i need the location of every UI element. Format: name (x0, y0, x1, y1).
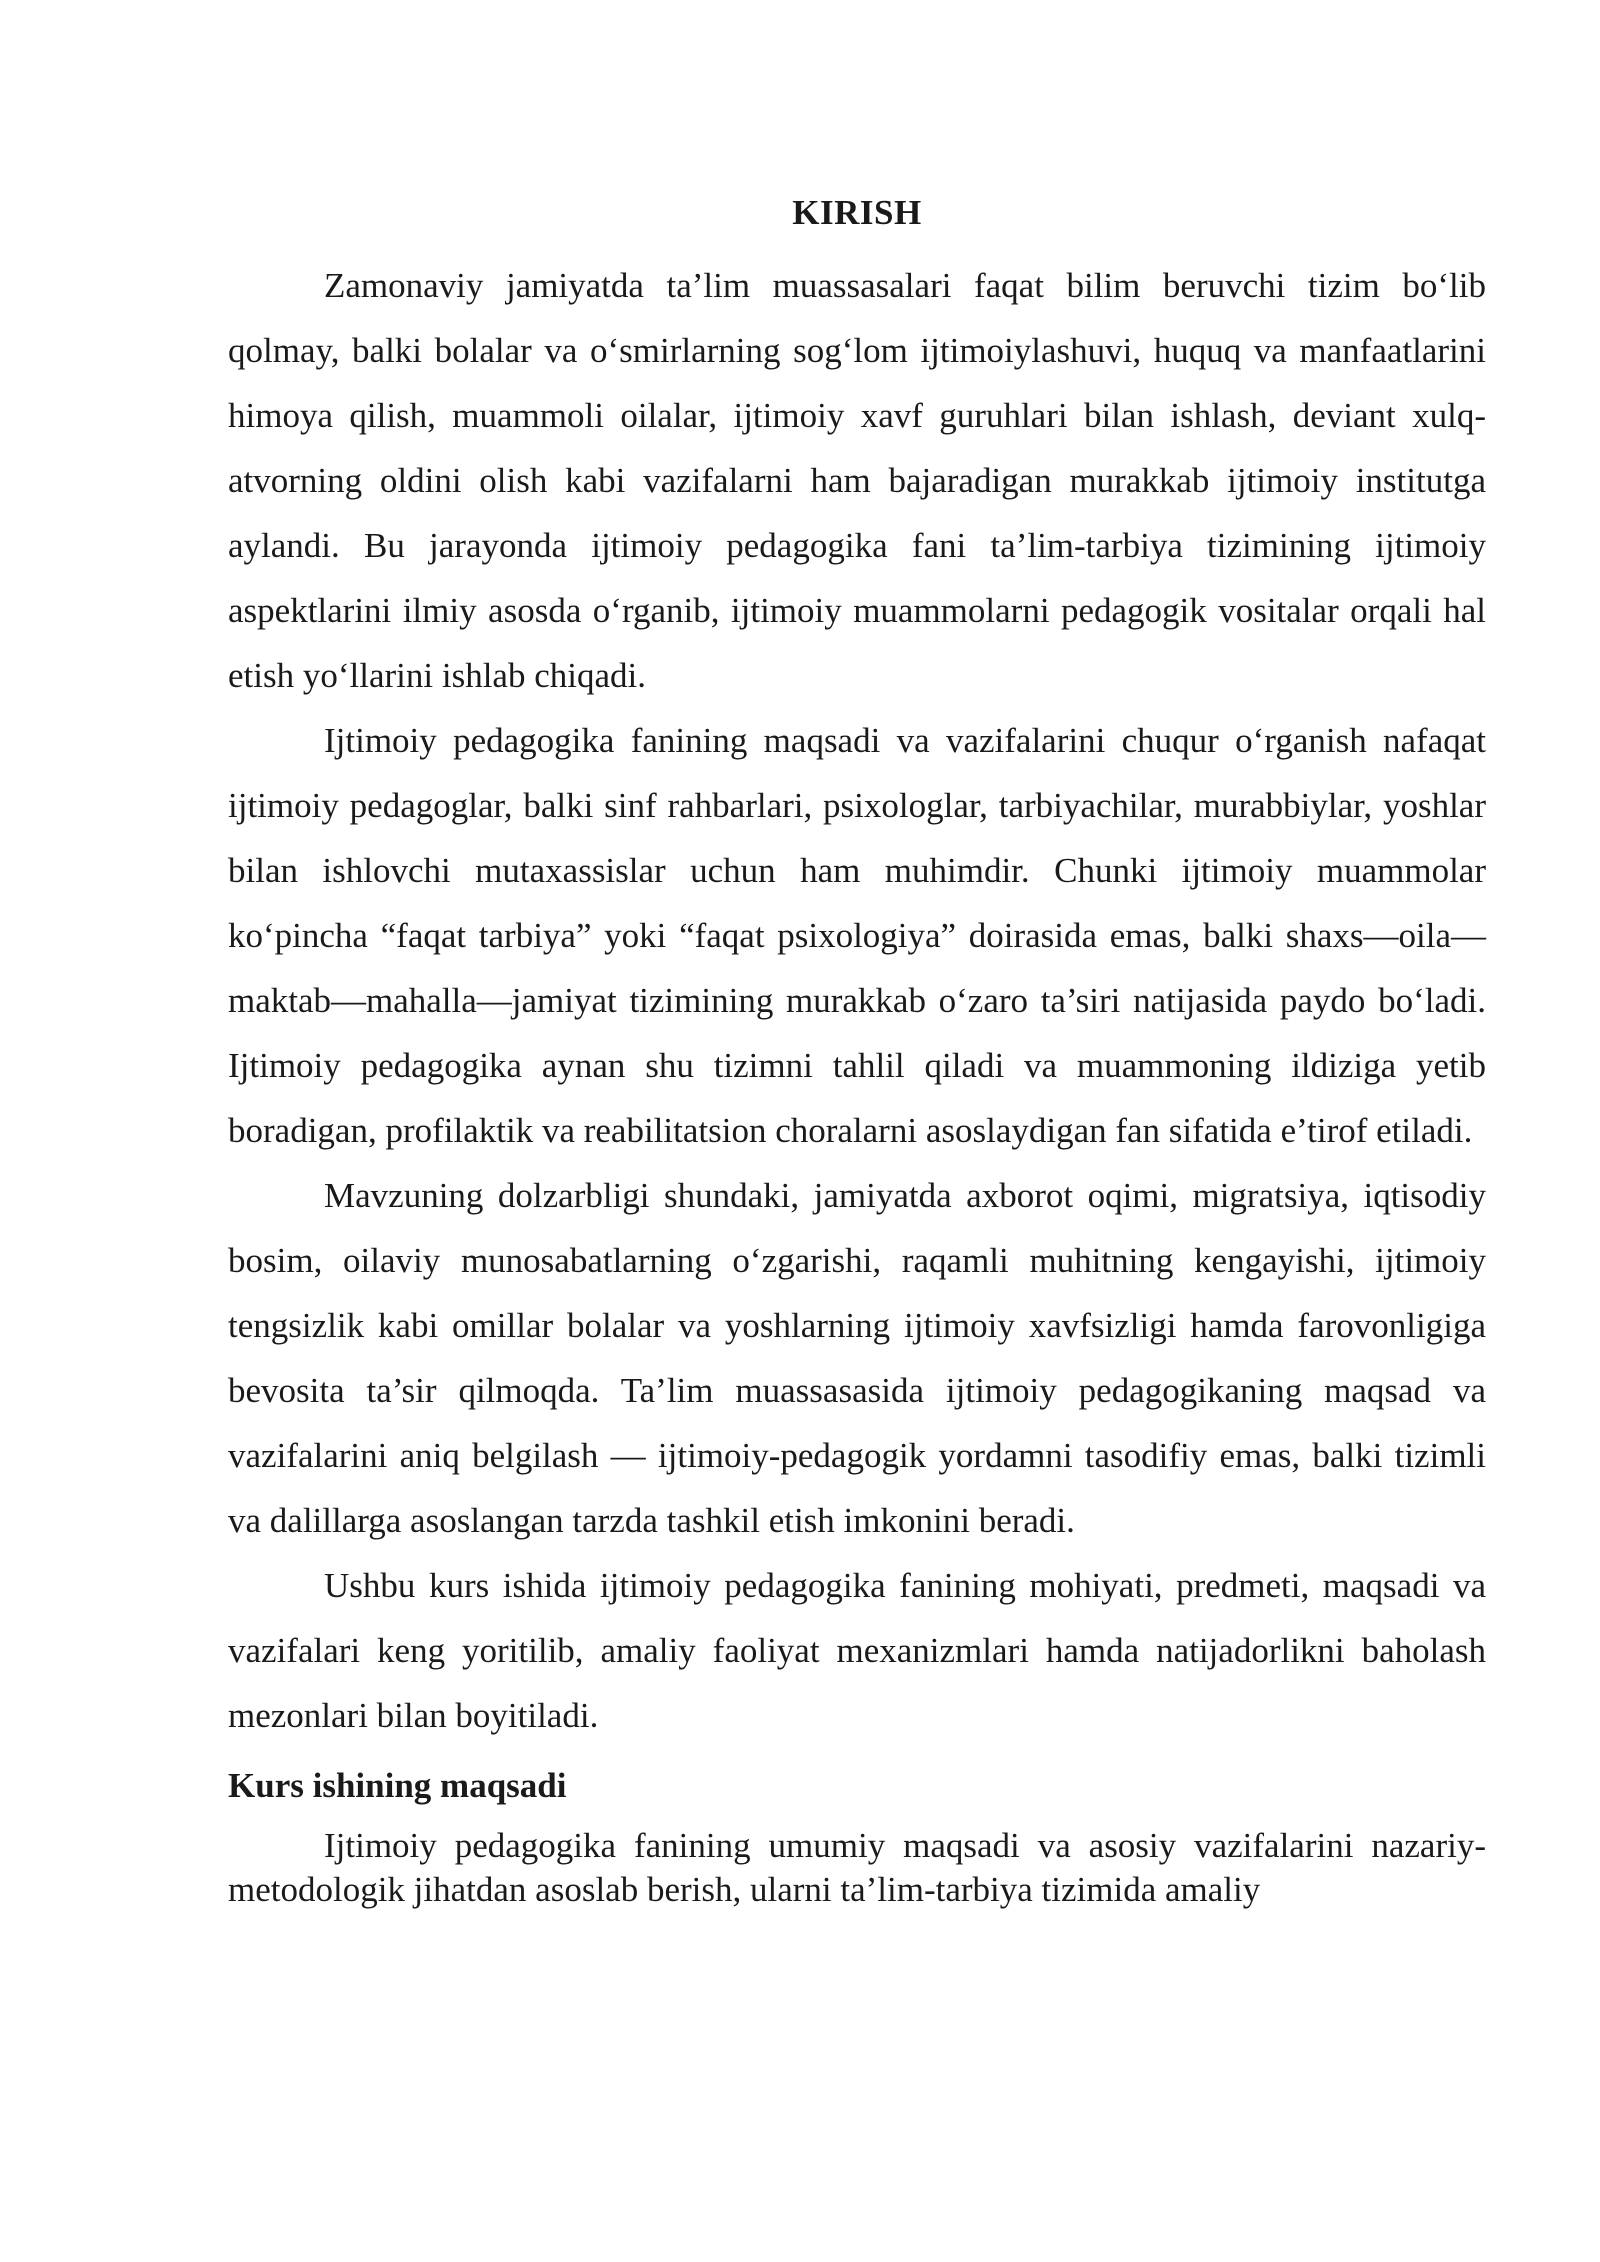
document-page (228, 185, 1486, 1912)
section-paragraph: Ijtimoiy pedagogika fanining umumiy maqsadi va asosiy vazifalarini nazariy-metodologik jihatdan asoslab berish, ularni ta’lim-tarbiya tizimida amaliy (228, 1826, 1486, 1909)
intro-paragraph-3: Mavzuning dolzarbligi shundaki, jamiyatda axborot oqimi, migratsiya, iqtisodiy bosim, oilaviy munosabatlarning o‘zgarishi, raqamli muhitning kengayishi, ijtimoiy tengsizlik kabi omillar bolalar va yoshlarning ijtimoiy xavfsizligi hamda farovonligiga bevosita ta’sir qilmoqda. Ta’lim muassasasida ijtimoiy pedagogikaning maqsad va vazifalarini aniq belgilash — ijtimoiy-pedagogik yordamni tasodifiy emas, balki tizimli va dalillarga asoslangan tarzda tashkil etish imkonini beradi. (228, 1176, 1486, 1540)
page-title: KIRISH (792, 193, 922, 232)
section-heading: Kurs ishining maqsadi (228, 1766, 567, 1805)
intro-paragraph-1: Zamonaviy jamiyatda ta’lim muassasalari faqat bilim beruvchi tizim bo‘lib qolmay, balki bolalar va o‘smirlarning sog‘lom ijtimoiylashuvi, huquq va manfaatlarini himoya qilish, muammoli oilalar, ijtimoiy xavf guruhlari bilan ishlash, deviant xulq-atvorning oldini olish kabi vazifalarni ham bajaradigan murakkab ijtimoiy institutga aylandi. Bu jarayonda ijtimoiy pedagogika fani ta’lim-tarbiya tizimining ijtimoiy aspektlarini ilmiy asosda o‘rganib, ijtimoiy muammolarni pedagogik vositalar orqali hal etish yo‘llarini ishlab chiqadi. (228, 266, 1486, 695)
intro-paragraph-2: Ijtimoiy pedagogika fanining maqsadi va vazifalarini chuqur o‘rganish nafaqat ijtimoiy pedagoglar, balki sinf rahbarlari, psixologlar, tarbiyachilar, murabbiylar, yoshlar bilan ishlovchi mutaxassislar uchun ham muhimdir. Chunki ijtimoiy muammolar ko‘pincha “faqat tarbiya” yoki “faqat psixologiya” doirasida emas, balki shaxs—oila—maktab—mahalla—jamiyat tizimining murakkab o‘zaro ta’siri natijasida paydo bo‘ladi. Ijtimoiy pedagogika aynan shu tizimni tahlil qiladi va muammoning ildiziga yetib boradigan, profilaktik va reabilitatsion choralarni asoslaydigan fan sifatida e’tirof etiladi. (228, 721, 1486, 1150)
intro-paragraph-4: Ushbu kurs ishida ijtimoiy pedagogika fanining mohiyati, predmeti, maqsadi va vazifalari keng yoritilib, amaliy faoliyat mexanizmlari hamda natijadorlikni baholash mezonlari bilan boyitiladi. (228, 1566, 1486, 1735)
